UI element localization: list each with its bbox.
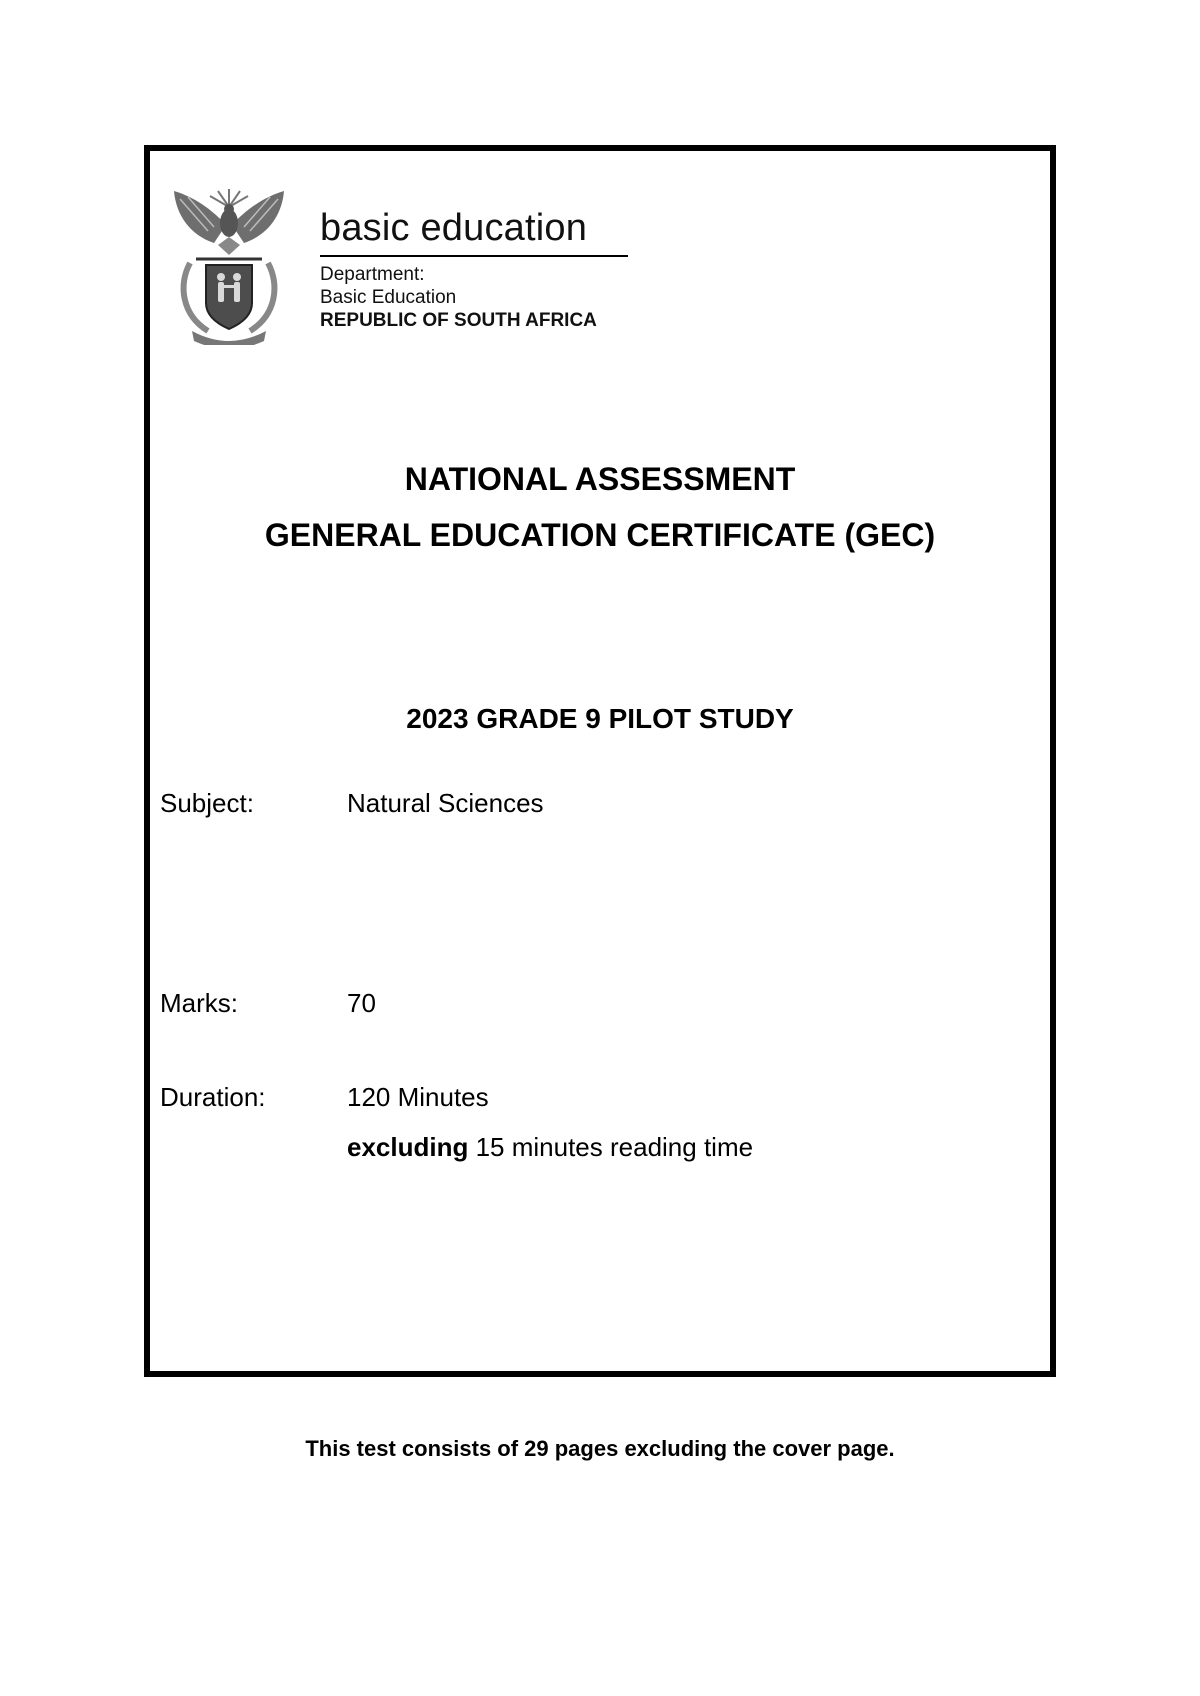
- department-label: Department:: [320, 264, 425, 285]
- marks-label: Marks:: [160, 988, 238, 1018]
- coat-of-arms-icon: [168, 185, 290, 345]
- title-line-2: GENERAL EDUCATION CERTIFICATE (GEC): [264, 517, 936, 553]
- page-count-note: This test consists of 29 pages excluding the cover page.: [305, 1436, 895, 1461]
- reading-time-rest: 15 minutes reading time: [468, 1132, 754, 1162]
- marks-value: 70: [347, 988, 376, 1018]
- brand-title: basic education: [320, 205, 628, 257]
- reading-time-note: [347, 1131, 753, 1163]
- subject-value: Natural Sciences: [347, 788, 544, 818]
- department-name: Basic Education: [320, 287, 457, 308]
- department-logo-block: [168, 185, 608, 345]
- country-name: REPUBLIC OF SOUTH AFRICA: [320, 310, 597, 331]
- duration-label: Duration:: [160, 1082, 266, 1112]
- department-text: [320, 185, 630, 332]
- cover-frame: [144, 145, 1056, 1377]
- reading-time-bold: excluding: [347, 1132, 469, 1162]
- title-line-1: NATIONAL ASSESSMENT: [404, 461, 796, 497]
- subject-label: Subject:: [160, 788, 254, 818]
- duration-value: 120 Minutes: [347, 1082, 489, 1112]
- assessment-title: [150, 451, 1050, 563]
- pilot-study-heading: 2023 GRADE 9 PILOT STUDY: [406, 703, 794, 734]
